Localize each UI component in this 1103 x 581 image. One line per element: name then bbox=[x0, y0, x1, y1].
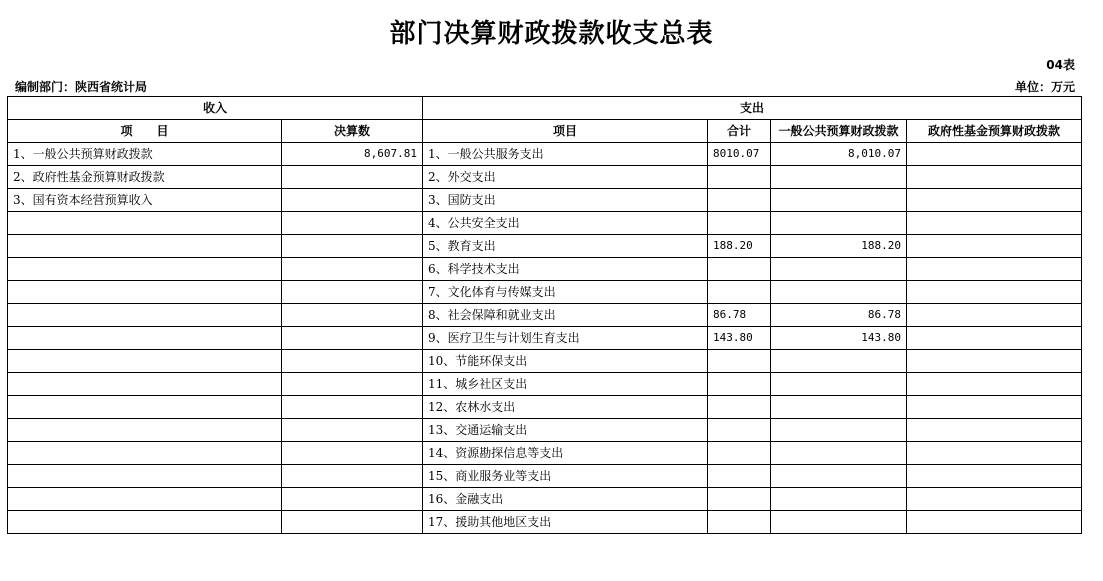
gov-fund-cell bbox=[907, 166, 1082, 189]
gov-fund-cell bbox=[907, 465, 1082, 488]
table-row bbox=[8, 304, 1082, 327]
table-row bbox=[8, 143, 1082, 166]
table-row bbox=[8, 212, 1082, 235]
general-budget-cell: 86.78 bbox=[771, 304, 907, 327]
col-total: 合计 bbox=[708, 120, 771, 143]
income-amount-cell bbox=[282, 189, 423, 212]
expense-item-cell: 6、科学技术支出 bbox=[423, 258, 708, 281]
section-header-row bbox=[8, 97, 1082, 120]
gov-fund-cell bbox=[907, 258, 1082, 281]
gov-fund-cell bbox=[907, 396, 1082, 419]
table-row bbox=[8, 189, 1082, 212]
total-cell: 8010.07 bbox=[708, 143, 771, 166]
total-cell bbox=[708, 488, 771, 511]
total-cell: 143.80 bbox=[708, 327, 771, 350]
expense-item-cell: 12、农林水支出 bbox=[423, 396, 708, 419]
general-budget-cell bbox=[771, 258, 907, 281]
income-item-cell: 3、国有资本经营预算收入 bbox=[8, 189, 282, 212]
expense-item-cell: 5、教育支出 bbox=[423, 235, 708, 258]
budget-summary-table bbox=[7, 96, 1082, 534]
total-cell bbox=[708, 350, 771, 373]
income-item-cell bbox=[8, 511, 282, 534]
income-item-cell bbox=[8, 350, 282, 373]
expense-item-cell: 16、金融支出 bbox=[423, 488, 708, 511]
total-cell bbox=[708, 281, 771, 304]
gov-fund-cell bbox=[907, 419, 1082, 442]
total-cell bbox=[708, 166, 771, 189]
unit-label: 单位：万元 bbox=[1014, 80, 1075, 94]
form-number: 04表 bbox=[1046, 58, 1075, 72]
income-item-cell bbox=[8, 465, 282, 488]
general-budget-cell bbox=[771, 419, 907, 442]
total-cell: 86.78 bbox=[708, 304, 771, 327]
income-item-cell bbox=[8, 212, 282, 235]
expense-item-cell: 9、医疗卫生与计划生育支出 bbox=[423, 327, 708, 350]
income-amount-cell bbox=[282, 511, 423, 534]
income-item-cell bbox=[8, 304, 282, 327]
general-budget-cell bbox=[771, 442, 907, 465]
total-cell bbox=[708, 258, 771, 281]
total-cell bbox=[708, 373, 771, 396]
table-row bbox=[8, 373, 1082, 396]
gov-fund-cell bbox=[907, 488, 1082, 511]
income-amount-cell bbox=[282, 258, 423, 281]
table-row bbox=[8, 396, 1082, 419]
income-item-cell bbox=[8, 442, 282, 465]
col-income-item: 项 目 bbox=[8, 120, 282, 143]
gov-fund-cell bbox=[907, 304, 1082, 327]
income-amount-cell bbox=[282, 350, 423, 373]
income-item-cell bbox=[8, 396, 282, 419]
table-row bbox=[8, 350, 1082, 373]
general-budget-cell: 188.20 bbox=[771, 235, 907, 258]
income-amount-cell bbox=[282, 419, 423, 442]
gov-fund-cell bbox=[907, 143, 1082, 166]
total-cell: 188.20 bbox=[708, 235, 771, 258]
general-budget-cell bbox=[771, 212, 907, 235]
department-label: 编制部门：陕西省统计局 bbox=[15, 80, 148, 94]
table-row bbox=[8, 419, 1082, 442]
income-item-cell bbox=[8, 373, 282, 396]
col-general-budget: 一般公共预算财政拨款 bbox=[771, 120, 907, 143]
total-cell bbox=[708, 465, 771, 488]
table-row bbox=[8, 166, 1082, 189]
general-budget-cell: 143.80 bbox=[771, 327, 907, 350]
gov-fund-cell bbox=[907, 235, 1082, 258]
income-item-cell bbox=[8, 327, 282, 350]
income-amount-cell: 8,607.81 bbox=[282, 143, 423, 166]
expense-item-cell: 8、社会保障和就业支出 bbox=[423, 304, 708, 327]
col-expense-item: 项目 bbox=[423, 120, 708, 143]
column-header-row bbox=[8, 120, 1082, 143]
income-item-cell bbox=[8, 488, 282, 511]
income-item-cell: 1、一般公共预算财政拨款 bbox=[8, 143, 282, 166]
expense-item-cell: 1、一般公共服务支出 bbox=[423, 143, 708, 166]
table-row bbox=[8, 488, 1082, 511]
general-budget-cell bbox=[771, 166, 907, 189]
general-budget-cell bbox=[771, 189, 907, 212]
total-cell bbox=[708, 511, 771, 534]
table-row bbox=[8, 235, 1082, 258]
expense-item-cell: 13、交通运输支出 bbox=[423, 419, 708, 442]
expense-item-cell: 7、文化体育与传媒支出 bbox=[423, 281, 708, 304]
general-budget-cell bbox=[771, 373, 907, 396]
income-item-cell bbox=[8, 419, 282, 442]
income-item-cell bbox=[8, 258, 282, 281]
general-budget-cell bbox=[771, 396, 907, 419]
gov-fund-cell bbox=[907, 373, 1082, 396]
total-cell bbox=[708, 419, 771, 442]
expense-section-header: 支出 bbox=[423, 97, 1082, 120]
gov-fund-cell bbox=[907, 281, 1082, 304]
table-row bbox=[8, 258, 1082, 281]
table-row bbox=[8, 281, 1082, 304]
page-title: 部门决算财政拨款收支总表 bbox=[389, 19, 714, 49]
income-amount-cell bbox=[282, 488, 423, 511]
gov-fund-cell bbox=[907, 442, 1082, 465]
general-budget-cell bbox=[771, 488, 907, 511]
expense-item-cell: 10、节能环保支出 bbox=[423, 350, 708, 373]
income-amount-cell bbox=[282, 465, 423, 488]
income-section-header: 收入 bbox=[8, 97, 423, 120]
gov-fund-cell bbox=[907, 511, 1082, 534]
table-row bbox=[8, 511, 1082, 534]
income-amount-cell bbox=[282, 373, 423, 396]
income-item-cell: 2、政府性基金预算财政拨款 bbox=[8, 166, 282, 189]
gov-fund-cell bbox=[907, 327, 1082, 350]
table-body bbox=[8, 143, 1082, 534]
expense-item-cell: 11、城乡社区支出 bbox=[423, 373, 708, 396]
gov-fund-cell bbox=[907, 212, 1082, 235]
expense-item-cell: 2、外交支出 bbox=[423, 166, 708, 189]
income-item-cell bbox=[8, 235, 282, 258]
gov-fund-cell bbox=[907, 350, 1082, 373]
col-gov-fund: 政府性基金预算财政拨款 bbox=[907, 120, 1082, 143]
col-income-amount: 决算数 bbox=[282, 120, 423, 143]
table-row bbox=[8, 465, 1082, 488]
general-budget-cell bbox=[771, 281, 907, 304]
expense-item-cell: 4、公共安全支出 bbox=[423, 212, 708, 235]
income-amount-cell bbox=[282, 304, 423, 327]
total-cell bbox=[708, 442, 771, 465]
expense-item-cell: 17、援助其他地区支出 bbox=[423, 511, 708, 534]
income-amount-cell bbox=[282, 212, 423, 235]
general-budget-cell bbox=[771, 465, 907, 488]
general-budget-cell bbox=[771, 350, 907, 373]
income-amount-cell bbox=[282, 166, 423, 189]
general-budget-cell: 8,010.07 bbox=[771, 143, 907, 166]
table-row bbox=[8, 327, 1082, 350]
total-cell bbox=[708, 189, 771, 212]
income-amount-cell bbox=[282, 396, 423, 419]
income-amount-cell bbox=[282, 281, 423, 304]
gov-fund-cell bbox=[907, 189, 1082, 212]
table-row bbox=[8, 442, 1082, 465]
income-amount-cell bbox=[282, 327, 423, 350]
income-amount-cell bbox=[282, 235, 423, 258]
expense-item-cell: 14、资源勘探信息等支出 bbox=[423, 442, 708, 465]
total-cell bbox=[708, 212, 771, 235]
income-item-cell bbox=[8, 281, 282, 304]
expense-item-cell: 15、商业服务业等支出 bbox=[423, 465, 708, 488]
expense-item-cell: 3、国防支出 bbox=[423, 189, 708, 212]
income-amount-cell bbox=[282, 442, 423, 465]
total-cell bbox=[708, 396, 771, 419]
general-budget-cell bbox=[771, 511, 907, 534]
